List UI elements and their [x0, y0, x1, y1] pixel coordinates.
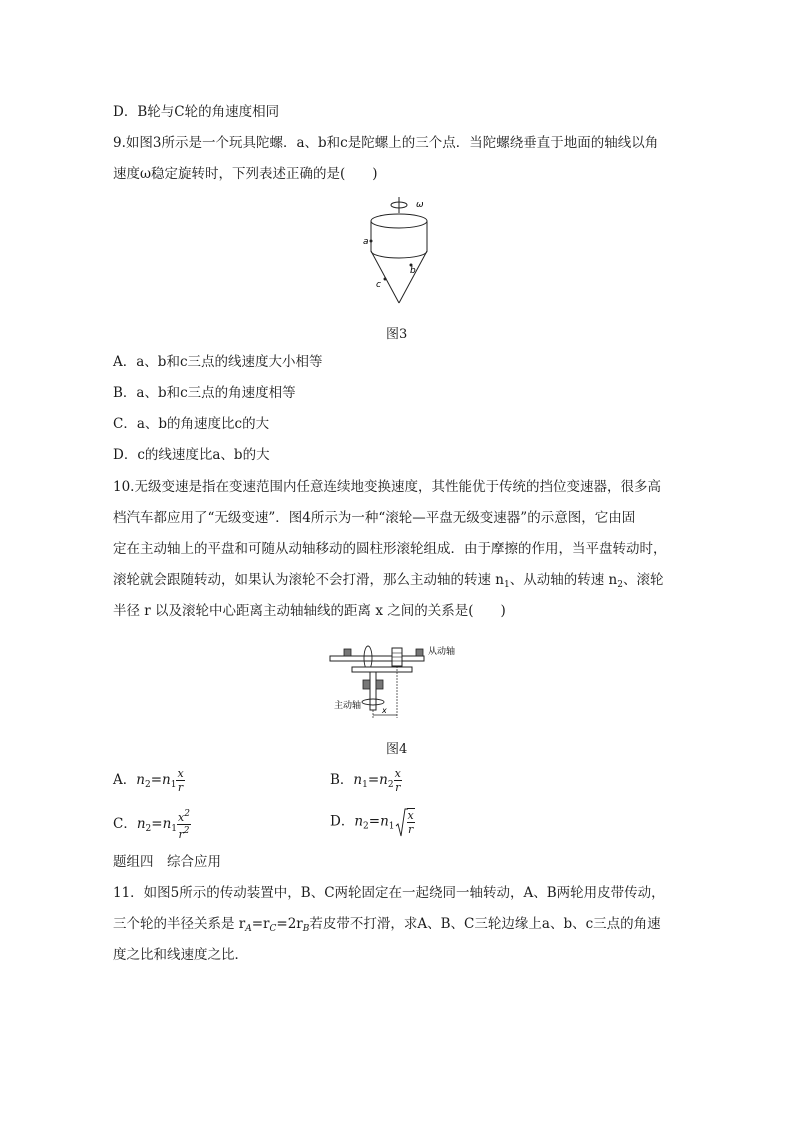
option-c-fraction [177, 808, 191, 841]
q10-option-b [330, 767, 402, 794]
spinning-top-figure [355, 195, 445, 307]
q9-option-a: A．a、b和c三点的线速度大小相等 [113, 354, 323, 370]
option-c-label: C． [113, 816, 137, 832]
option-a-rhs-sub: 1 [170, 780, 177, 790]
q9-option-d: D．c的线速度比a、b的大 [113, 447, 270, 463]
point-c [384, 278, 387, 281]
q10-stem-line1: 10.无级变速是指在变速范围内任意连续地变换速度，其性能优于传统的挡位变速器，很多高 [113, 479, 661, 495]
q8-option-d: D．B轮与C轮的角速度相同 [113, 104, 280, 120]
option-c-eq: =n [151, 816, 172, 832]
omega-label: ω [416, 200, 424, 210]
q11-line2-part4: 若皮带不打滑，求A、B、C三轮边缘上a、b、c三点的角速 [309, 916, 661, 932]
q9-stem-line1: 9.如图3所示是一个玩具陀螺．a、b和c是陀螺上的三个点．当陀螺绕垂直于地面的轴线以角 [113, 135, 659, 151]
option-c-num-sup: 2 [184, 809, 190, 819]
n2-subscript: 2 [617, 580, 623, 590]
cylinder-bottom [371, 251, 427, 258]
q9-option-c: C．a、b的角速度比c的大 [113, 416, 270, 432]
q9-option-b: B．a、b和c三点的角速度相等 [113, 385, 296, 401]
option-c-num-base: x [178, 811, 185, 824]
q9-figure-caption: 图3 [386, 327, 408, 342]
drive-bearing-left [363, 680, 370, 689]
q10-stem-line4-part3: 、滚轮 [622, 572, 664, 588]
option-c-den-sup: 2 [183, 826, 190, 836]
drive-shaft-label: 主动轴 [334, 701, 362, 711]
label-a: a [363, 237, 369, 247]
q10-stem-line4 [113, 571, 663, 594]
option-a-lhs-sub: 2 [144, 780, 151, 790]
q10-stem-line3: 定在主动轴上的平盘和可随从动轴移动的圆柱形滚轮组成．由于摩擦的作用，当平盘转动时， [113, 541, 667, 557]
option-a-numerator: x [177, 767, 184, 780]
point-a [370, 240, 373, 243]
option-d-fraction [407, 808, 415, 836]
option-c-rhs-sub: 1 [171, 824, 178, 834]
q9-stem-line2: 速度ω稳定旋转时，下列表述正确的是( ) [113, 166, 378, 182]
option-c-numerator [177, 808, 191, 825]
bearing-right [416, 649, 423, 656]
option-a-label: A． [113, 772, 137, 788]
option-b-lhs: n [353, 772, 363, 788]
option-d-lhs: n [354, 813, 364, 830]
q10-stem-line4-part2: 、从动轴的转速 n [509, 572, 618, 588]
driven-shaft [330, 656, 424, 661]
q10-stem-line2: 档汽车都应用了“无级变速”．图4所示为一种“滚轮—平盘无级变速器”的示意图，它由固 [113, 510, 636, 526]
sqrt-sign [395, 808, 408, 838]
x-label: x [382, 706, 387, 715]
q10-option-a [113, 767, 185, 794]
option-a-eq: =n [150, 772, 171, 788]
cvt-figure [328, 636, 468, 722]
option-c-lhs: n [136, 816, 146, 832]
q11-line2-part3: =2r [276, 916, 303, 932]
option-c-denominator [177, 825, 191, 841]
q10-stem-line5: 半径 r 以及滚轮中心距离主动轴轴线的距离 x 之间的关系是( ) [113, 603, 506, 619]
label-b: b [410, 266, 416, 276]
option-d-numerator: x [407, 809, 414, 822]
option-a-fraction [176, 767, 184, 794]
r-b-subscript: B [302, 924, 310, 934]
q11-line2-part2: =r [251, 916, 270, 932]
option-d-rhs-sub: 1 [388, 821, 395, 832]
r-c-subscript: C [269, 924, 277, 934]
option-b-label: B． [330, 772, 354, 788]
flat-disk [352, 667, 412, 672]
option-a-lhs: n [136, 772, 145, 788]
q10-option-c [113, 808, 191, 841]
option-b-denominator: r [395, 781, 401, 794]
option-b-rhs-sub: 2 [387, 780, 394, 790]
label-c: c [376, 280, 381, 290]
q10-option-d [330, 808, 415, 836]
drive-bearing-right [376, 680, 383, 689]
cylinder-top [371, 214, 427, 228]
option-c-lhs-sub: 2 [145, 824, 152, 834]
r-a-subscript: A [245, 924, 252, 934]
option-b-numerator: x [394, 767, 401, 780]
q11-line3: 度之比和线速度之比． [113, 947, 248, 963]
option-d-lhs-sub: 2 [363, 821, 369, 832]
q11-line2 [113, 915, 661, 938]
option-d-eq: =n [368, 813, 389, 830]
option-b-fraction [394, 767, 402, 794]
cone-left [371, 251, 399, 303]
q11-line1: 11．如图5所示的传动装置中，B、C两轮固定在一起绕同一轴转动，A、B两轮用皮带传动， [113, 885, 665, 901]
option-a-denominator: r [177, 781, 184, 794]
bearing-left [344, 649, 351, 656]
n1-subscript: 1 [504, 580, 510, 590]
option-d-label: D． [330, 813, 355, 830]
section-title: 题组四 综合应用 [113, 854, 221, 870]
driven-shaft-label: 从动轴 [428, 647, 456, 657]
option-d-denominator: r [407, 823, 414, 836]
option-b-eq: =n [367, 772, 388, 788]
option-c-den-base: r [178, 828, 184, 841]
cone-right [399, 251, 427, 303]
option-b-lhs-sub: 1 [362, 780, 368, 790]
q10-figure-caption: 图4 [386, 742, 408, 757]
q11-line2-part1: 三个轮的半径关系是 r [113, 916, 246, 932]
drive-shaft [370, 672, 376, 710]
option-d-sqrt [395, 808, 415, 836]
q10-stem-line4-part1: 滚轮就会跟随转动，如果认为滚轮不会打滑，那么主动轴的转速 n [113, 572, 504, 588]
